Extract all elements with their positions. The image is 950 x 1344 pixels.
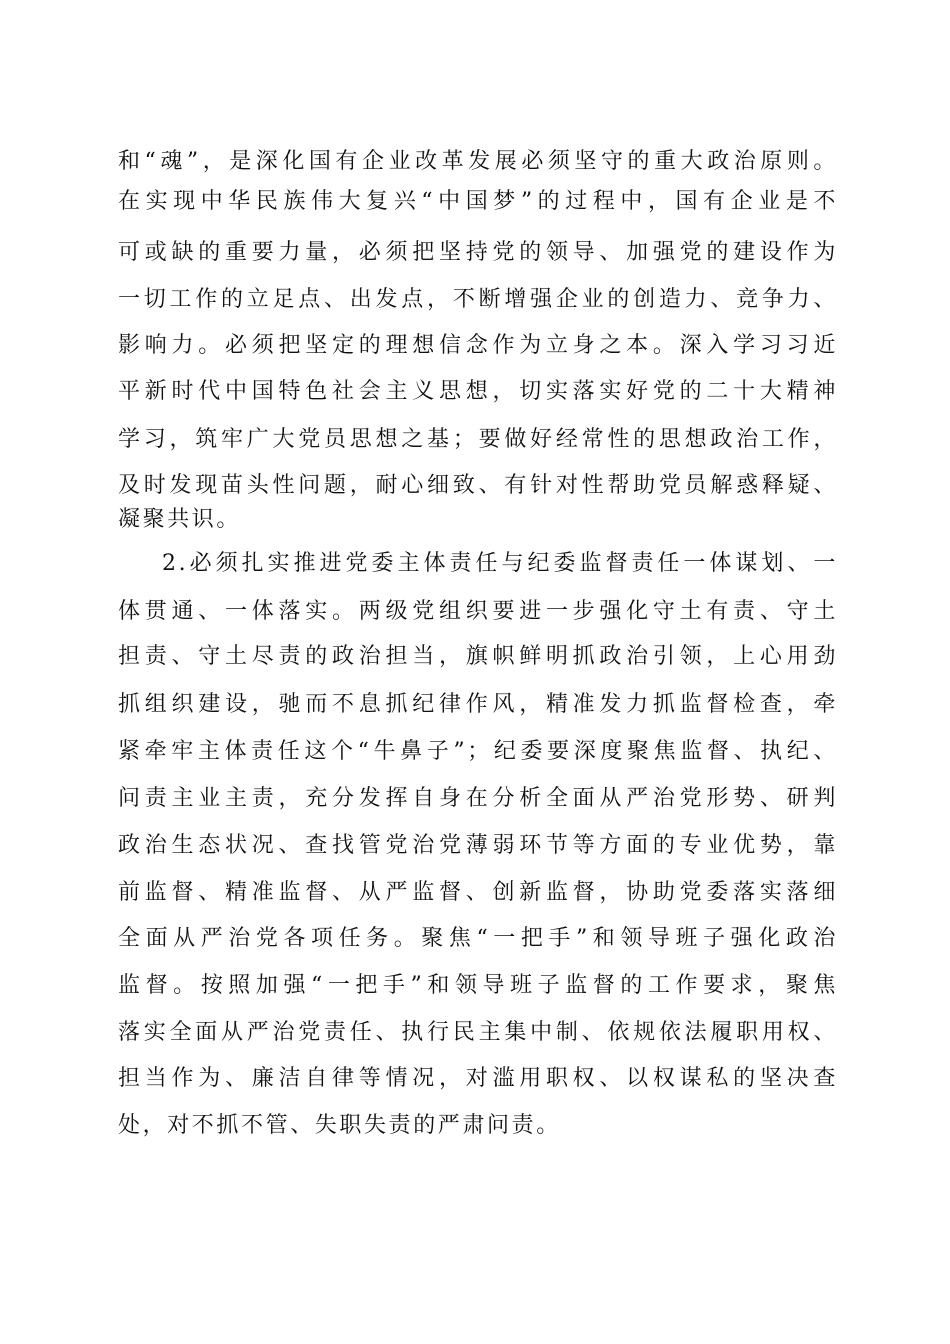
paragraph-2-line-2: 体贯通、一体落实。两级党组织要进一步强化守土有责、守土 [118, 599, 838, 624]
paragraph-2-line-1: 2.必须扎实推进党委主体责任与纪委监督责任一体谋划、一 [162, 551, 838, 576]
paragraph-1-line-6: 平新时代中国特色社会主义思想，切实落实好党的二十大精神 [118, 379, 838, 404]
paragraph-1-line-1: 和“魂”，是深化国有企业改革发展必须坚守的重大政治原则。 [118, 149, 838, 174]
paragraph-2-line-12: 担当作为、廉洁自律等情况，对滥用职权、以权谋私的坚决查 [118, 1066, 838, 1091]
paragraph-2-line-8: 前监督、精准监督、从严监督、创新监督，协助党委落实落细 [118, 880, 838, 905]
paragraph-2-line-5: 紧牵牢主体责任这个“牛鼻子”；纪委要深度聚焦监督、执纪、 [118, 739, 838, 764]
paragraph-2-line-9: 全面从严治党各项任务。聚焦“一把手”和领导班子强化政治 [118, 926, 838, 951]
paragraph-1-line-7: 学习，筑牢广大党员思想之基；要做好经常性的思想政治工作， [118, 427, 838, 452]
paragraph-2-line-7: 政治生态状况、查找管党治党薄弱环节等方面的专业优势，靠 [118, 833, 838, 858]
paragraph-1-line-5: 影响力。必须把坚定的理想信念作为立身之本。深入学习习近 [118, 333, 838, 358]
paragraph-2-line-10: 监督。按照加强“一把手”和领导班子监督的工作要求，聚焦 [118, 973, 838, 998]
paragraph-1-line-9: 凝聚共识。 [118, 507, 242, 532]
paragraph-2-line-13: 处，对不抓不管、失职失责的严肃问责。 [118, 1113, 561, 1138]
paragraph-2-line-6: 问责主业主责，充分发挥自身在分析全面从严治党形势、研判 [118, 786, 838, 811]
paragraph-2-line-4: 抓组织建设，驰而不息抓纪律作风，精准发力抓监督检查，牵 [118, 692, 838, 717]
paragraph-1-line-4: 一切工作的立足点、出发点，不断增强企业的创造力、竞争力、 [118, 287, 838, 312]
paragraph-1-line-3: 可或缺的重要力量，必须把坚持党的领导、加强党的建设作为 [118, 240, 838, 265]
paragraph-1-line-2: 在实现中华民族伟大复兴“中国梦”的过程中，国有企业是不 [118, 189, 838, 214]
paragraph-1-line-8: 及时发现苗头性问题，耐心细致、有针对性帮助党员解惑释疑、 [118, 473, 838, 498]
paragraph-2-line-3: 担责、守土尽责的政治担当，旗帜鲜明抓政治引领，上心用劲 [118, 644, 838, 669]
paragraph-2-line-11: 落实全面从严治党责任、执行民主集中制、依规依法履职用权、 [118, 1020, 838, 1045]
